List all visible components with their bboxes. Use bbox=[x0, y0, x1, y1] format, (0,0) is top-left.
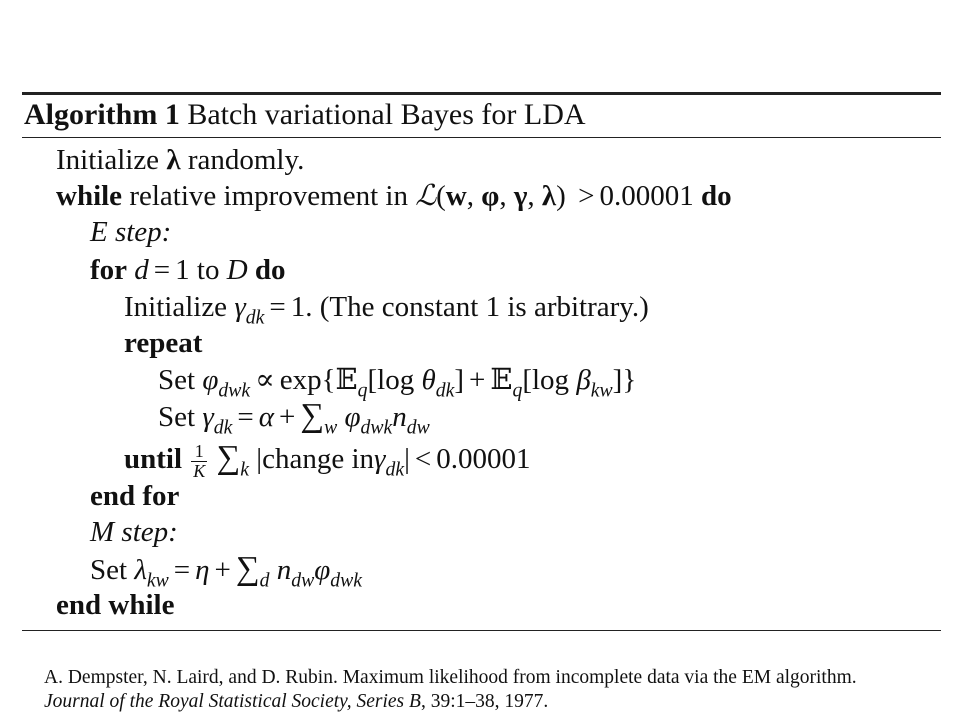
top-rule bbox=[22, 92, 941, 95]
citation-authors-title: A. Dempster, N. Laird, and D. Rubin. Maximum likelihood from incomplete data via the EM algorithm. bbox=[44, 667, 857, 688]
alg-line-while: while relative improvement in ℒ(w, φ, γ, λ) > 0.00001 do bbox=[56, 180, 732, 212]
alg-line-initialize-lambda: Initialize λ randomly. bbox=[56, 144, 305, 176]
keyword-until: until bbox=[124, 443, 183, 475]
citation-volume-year: , 39:1–38, 1977. bbox=[420, 691, 549, 712]
citation-journal-line bbox=[44, 690, 857, 714]
alg-line-for: for d = 1 to D do bbox=[90, 254, 286, 286]
citation-journal: Journal of the Royal Statistical Society, Series B bbox=[44, 691, 421, 712]
citation bbox=[44, 666, 857, 714]
alg-line-set-lambda: Set $\lambda_{kw} = \eta + \sum_d$ $n_{dw}\varphi_{dwk}$ bbox=[90, 550, 363, 592]
keyword-while: while bbox=[56, 180, 123, 212]
alg-line-m-step: M step: bbox=[90, 516, 178, 548]
alg-line-end-while: end while bbox=[56, 589, 175, 621]
keyword-for: for bbox=[90, 254, 128, 286]
alg-line-e-step: E step: bbox=[90, 216, 172, 248]
algorithm-header bbox=[24, 96, 586, 134]
keyword-do: do bbox=[254, 254, 286, 286]
algorithm-title: Batch variational Bayes for LDA bbox=[187, 98, 586, 131]
alg-line-set-phi: Set $\varphi_{dwk}$ ∝ exp{𝔼$_q$[log $\theta_{dk}$] + 𝔼$_q$[log $\beta_{kw}$]} bbox=[158, 364, 637, 402]
alg-line-end-for: end for bbox=[90, 480, 180, 512]
alg-line-set-gamma: Set $\gamma_{dk} = \alpha + \sum_w$ $\varphi_{dwk}n_{dw}$ bbox=[158, 397, 430, 439]
alg-line-until: until $\frac{1}{K}$ $\sum_k$ |change inγ$_{dk}$| < 0.00001 bbox=[124, 439, 531, 481]
keyword-do: do bbox=[700, 180, 732, 212]
header-rule bbox=[22, 137, 941, 138]
alg-line-initialize-gamma: Initialize $\gamma_{dk} = 1$. (The constant 1 is arbitrary.) bbox=[124, 291, 649, 329]
algorithm-label: Algorithm 1 bbox=[24, 98, 180, 131]
alg-line-repeat: repeat bbox=[124, 327, 203, 359]
bottom-rule bbox=[22, 630, 941, 631]
